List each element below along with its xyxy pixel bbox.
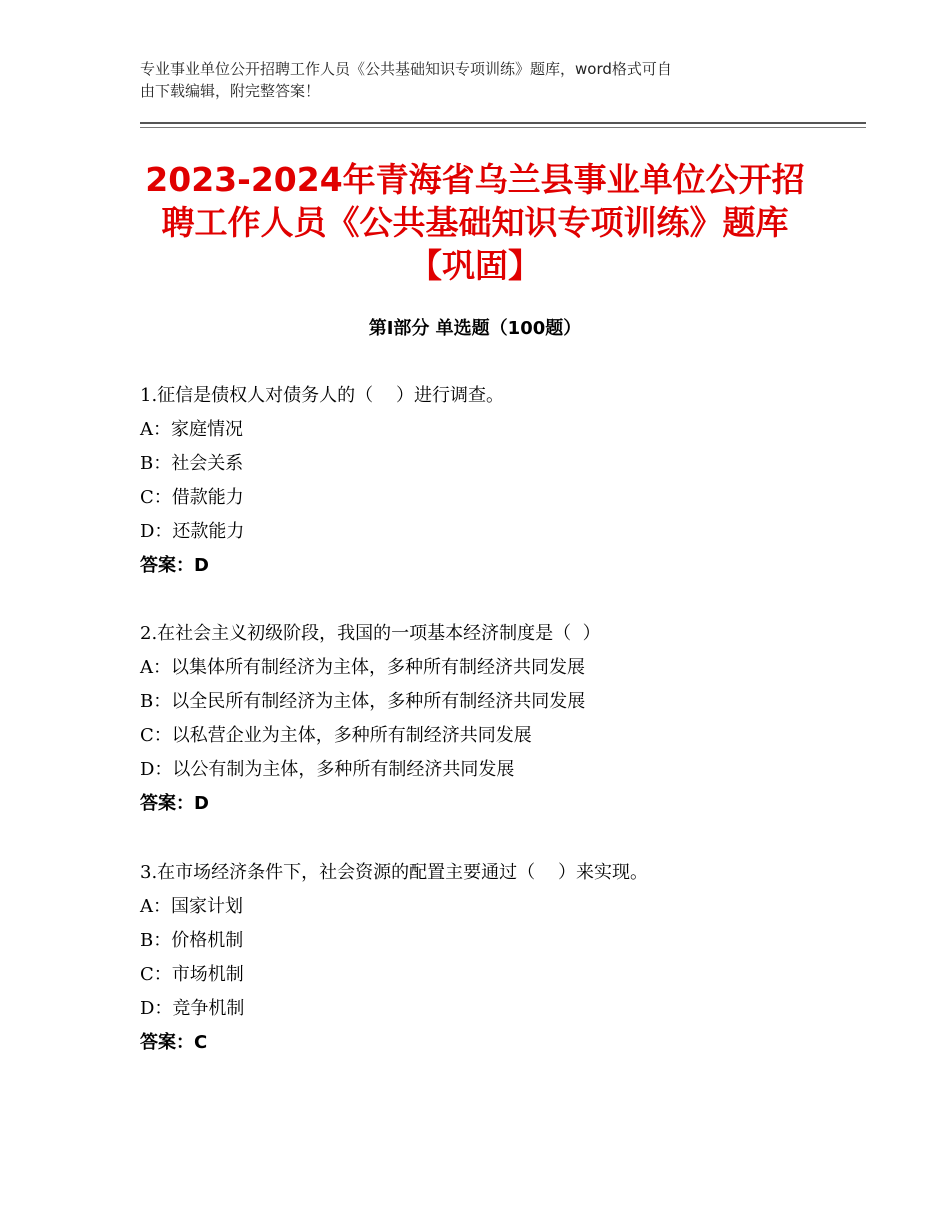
option-b: B：价格机制 (140, 930, 244, 951)
question-3 (140, 856, 860, 1060)
option-d: D：竞争机制 (140, 998, 245, 1019)
option-c: C：借款能力 (140, 487, 244, 508)
question-stem: 3.在市场经济条件下，社会资源的配置主要通过（ ）来实现。 (140, 862, 649, 883)
title-line: 聘工作人员《公共基础知识专项训练》题库 (161, 203, 789, 242)
answer: 答案：D (140, 793, 209, 814)
title-line: 【巩固】 (409, 246, 541, 285)
question-stem: 1.征信是债权人对债务人的（ ）进行调查。 (140, 385, 505, 406)
question-1 (140, 379, 860, 583)
header-note (140, 58, 810, 102)
option-c: C：以私营企业为主体，多种所有制经济共同发展 (140, 725, 532, 746)
question-2 (140, 617, 860, 821)
option-c: C：市场机制 (140, 964, 244, 985)
option-a: A：家庭情况 (140, 419, 243, 440)
option-a: A：以集体所有制经济为主体，多种所有制经济共同发展 (140, 657, 585, 678)
title-line: 2023-2024年青海省乌兰县事业单位公开招 (145, 160, 805, 199)
answer: 答案：C (140, 1032, 208, 1053)
header-divider-thin (140, 127, 866, 128)
option-a: A：国家计划 (140, 896, 243, 917)
option-b: B：以全民所有制经济为主体，多种所有制经济共同发展 (140, 691, 586, 712)
question-stem: 2.在社会主义初级阶段，我国的一项基本经济制度是（ ） (140, 623, 601, 644)
option-b: B：社会关系 (140, 453, 244, 474)
option-d: D：以公有制为主体，多种所有制经济共同发展 (140, 759, 515, 780)
header-note-line: 专业事业单位公开招聘工作人员《公共基础知识专项训练》题库，word格式可自 (140, 60, 672, 78)
header-divider (140, 122, 866, 124)
document-title (130, 158, 820, 287)
header-note-line: 由下载编辑，附完整答案！ (140, 82, 321, 100)
option-d: D：还款能力 (140, 521, 245, 542)
answer: 答案：D (140, 555, 209, 576)
section-title: 第Ⅰ部分 单选题（100题） (368, 318, 582, 339)
